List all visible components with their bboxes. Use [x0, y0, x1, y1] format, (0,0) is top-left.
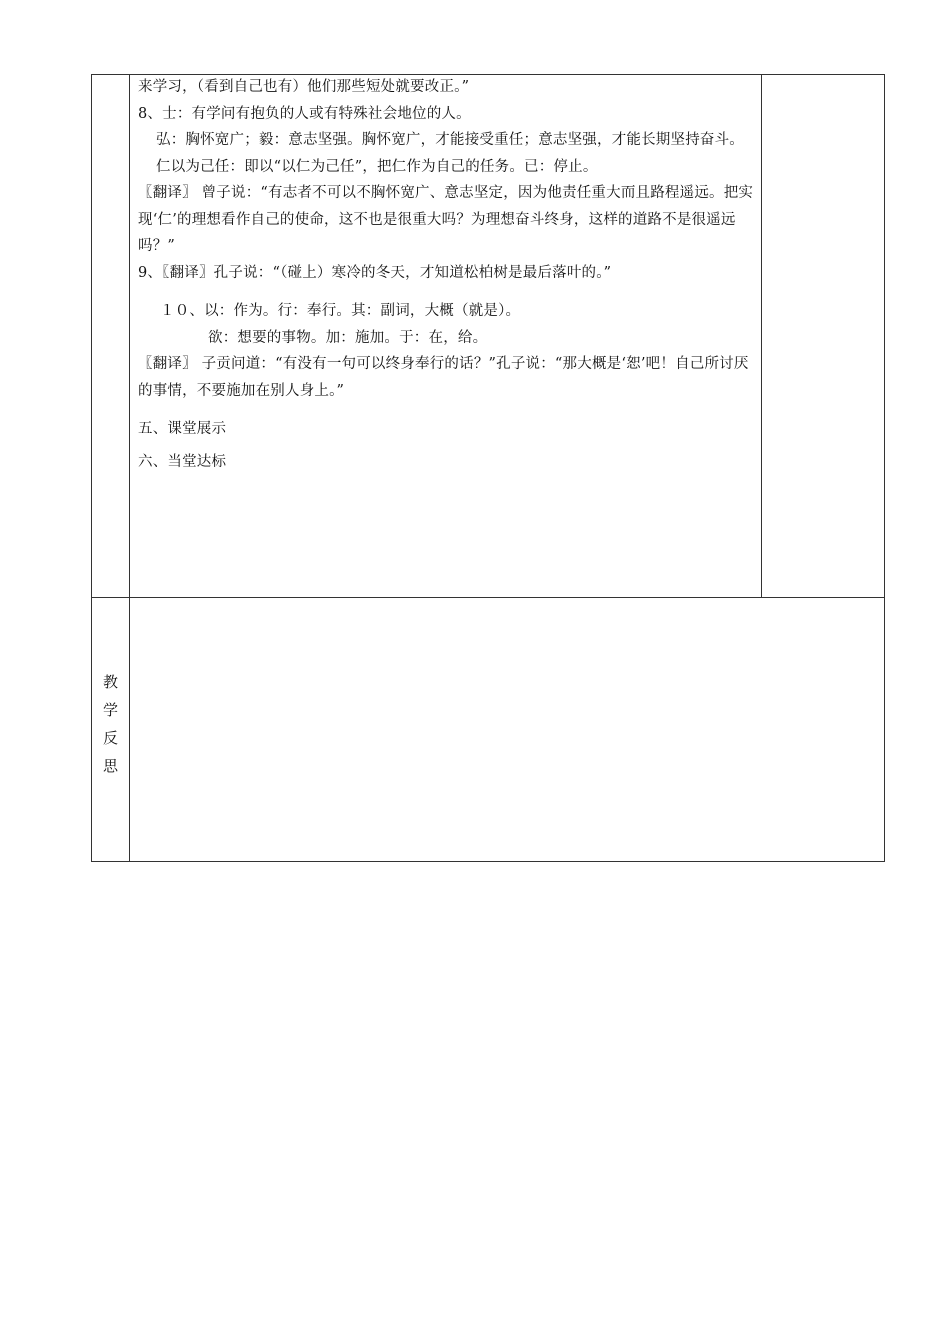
- table-bottom-border: [91, 861, 885, 862]
- text-line: 仁以为己任：即以“以仁为己任”，把仁作为自己的任务。已：停止。: [156, 158, 598, 175]
- table-row-divider: [91, 597, 885, 598]
- teaching-reflection-label: [92, 668, 129, 780]
- text-line: 〖翻译〗 子贡问道：“有没有一句可以终身奉行的话？”孔子说：“那大概是‘恕’吧！自己所讨厌的事情，不要施加在别人身上。”: [138, 356, 749, 399]
- label-char: 教: [102, 673, 118, 691]
- text-line: 欲：想要的事物。加：施加。于：在，给。: [208, 329, 488, 346]
- text-line: 8、士：有学问有抱负的人或有特殊社会地位的人。: [138, 105, 471, 122]
- table-border-right: [884, 74, 885, 862]
- text-line: 弘：胸怀宽广；毅：意志坚强。胸怀宽广，才能接受重任；意志坚强，才能长期坚持奋斗。: [156, 132, 744, 148]
- label-char: 反: [102, 729, 118, 747]
- section-heading: 六、当堂达标: [138, 453, 227, 470]
- table-column-divider-right: [761, 74, 762, 598]
- text-line: １０、以：作为。行：奉行。其：副词，大概（就是）。: [160, 303, 521, 319]
- lesson-content: [138, 74, 760, 475]
- label-char: 思: [102, 757, 118, 775]
- text-line: 来学习，（看到自己也有）他们那些短处就要改正。”: [138, 79, 470, 95]
- text-line: 9、〖翻译〗孔子说：“（碰上）寒冷的冬天，才知道松柏树是最后落叶的。”: [138, 264, 612, 281]
- text-line: 〖翻译〗 曾子说：“有志者不可以不胸怀宽广、意志坚定，因为他责任重大而且路程遥远。把实现‘仁’的理想看作自己的使命，这不也是很重大吗？为理想奋斗终身，这样的道路不是很遥远吗？”: [138, 185, 754, 254]
- table-column-divider: [129, 74, 130, 862]
- label-char: 学: [102, 701, 118, 719]
- section-heading: 五、课堂展示: [138, 421, 227, 437]
